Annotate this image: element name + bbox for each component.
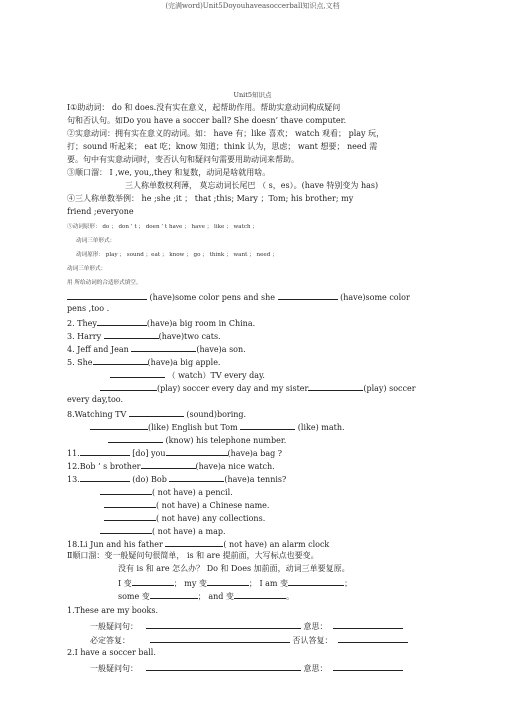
answer-blank[interactable] — [90, 421, 148, 430]
answer-blank[interactable] — [308, 382, 363, 391]
question-1-line: 必定答复： 否认答复： — [90, 634, 408, 646]
exercise-2: 2. They (have)a big room in China. — [67, 319, 256, 328]
conversion-row: I 变 ； my 变 ； I am 变 ； — [118, 579, 353, 588]
note-line: 句和否认句。如Do you have a soccer ball? She doesn’ thave computer. — [67, 116, 347, 125]
exercise-18: 18.Li Jun and his father ( not have) an alarm clock — [67, 540, 330, 549]
answer-blank[interactable] — [240, 421, 295, 430]
answer-blank[interactable] — [288, 577, 344, 586]
answer-blank[interactable] — [104, 499, 156, 508]
question-1: 1.These are my books. — [67, 606, 159, 615]
exercise-9: (like) English but Tom (like) math. — [90, 421, 345, 433]
exercise-4: 4. Jeff and Jean (have)a son. — [67, 345, 246, 354]
exercise-14: ( not have) a pencil. — [100, 486, 233, 498]
answer-blank[interactable] — [80, 447, 130, 456]
note-line: 打；sound 听起来； eat 吃；know 知道；think 认为，思虑； want 想要； need 需 — [67, 142, 378, 151]
exercise-10: (know) his telephone number. — [108, 434, 286, 446]
answer-blank[interactable] — [141, 460, 196, 469]
answer-blank[interactable] — [338, 634, 408, 643]
answer-blank[interactable] — [169, 473, 224, 482]
exercise-13: 13. (do) Bob (have)a tennis? — [67, 475, 287, 484]
question-2-line: 一般疑问句： 意思： — [90, 662, 403, 674]
question-1-line: 一般疑问句： 意思： — [90, 620, 403, 632]
exercise-17: ( not have) a map. — [100, 525, 226, 537]
answer-blank[interactable] — [67, 291, 147, 300]
answer-blank[interactable] — [108, 434, 163, 443]
exercise-6: （ watch）TV every day. — [110, 369, 265, 381]
exercise-11: 11. [do] you (have)a bag ? — [67, 449, 283, 458]
answer-blank[interactable] — [234, 590, 286, 599]
verb-form-row: 动词三单形式： — [76, 238, 116, 244]
note-line: 三人称单数权利薄， 莫忘动词长尾巴 （ s，es）。(have 特别变为 has) — [125, 181, 379, 190]
answer-blank[interactable] — [150, 634, 290, 643]
verb-form-row: 动词三单形式： — [67, 266, 107, 272]
answer-blank[interactable] — [146, 662, 301, 671]
answer-blank[interactable] — [129, 408, 184, 417]
conversion-row: some 变 ； and 变 。 — [118, 592, 294, 601]
answer-blank[interactable] — [166, 447, 228, 456]
exercise-8: 8.Watching TV (sound)boring. — [67, 410, 247, 419]
exercise-15: ( not have) a Chinese name. — [104, 499, 269, 511]
exercise-7: (play) soccer every day and my sister (play) soccer — [100, 382, 416, 394]
note-line: Ⅰ①助动词： do 和 does.没有实在意义，起帮助作用。帮助实意动词构成疑问 — [67, 103, 341, 112]
answer-blank[interactable] — [146, 620, 301, 629]
exercise-7-cont: every day,too. — [67, 395, 124, 404]
answer-blank[interactable] — [100, 382, 157, 391]
answer-blank[interactable] — [333, 620, 403, 629]
question-2: 2.I have a soccer ball. — [67, 648, 156, 657]
part-2-rule: 没有 is 和 are 怎么办？ Do 和 Does 加前面，动词三单要复原。 — [118, 564, 350, 573]
note-line: ④三人称单数举例： he ;she ;it ； that ;this; Mary ；Tom; his brother; my — [67, 194, 354, 203]
answer-blank[interactable] — [207, 577, 249, 586]
answer-blank[interactable] — [110, 369, 165, 378]
document-title: Unit5知识点 — [233, 91, 272, 99]
instruction: 用 所给动词的合适形式填空。 — [67, 280, 142, 286]
answer-blank[interactable] — [333, 662, 403, 671]
exercise-3: 3. Harry (have)two cats. — [67, 332, 221, 341]
exercise-5: 5. She (have)a big apple. — [67, 358, 221, 367]
answer-blank[interactable] — [132, 577, 174, 586]
verb-form-row: ⑤动词原形： do ； don ’ t ； doen ’ t have ； have ； like ； watch ； — [67, 224, 258, 230]
note-line: ③顺口溜： I ,we, you,,they 和复数，动词是啥就用啥。 — [67, 168, 271, 177]
answer-blank[interactable] — [93, 356, 148, 365]
answer-blank[interactable] — [165, 538, 223, 547]
exercise-16: ( not have) any collections. — [104, 512, 265, 524]
note-line: friend ;everyone — [67, 207, 134, 216]
note-line: ②实意动词：拥有实在意义的动词。如： have 有；like 喜欢； watch 观看； play 玩， — [67, 129, 385, 138]
answer-blank[interactable] — [100, 486, 152, 495]
exercise-1-cont: pens ,too . — [67, 304, 110, 313]
answer-blank[interactable] — [131, 343, 196, 352]
part-2-rule: Ⅱ顺口溜：变一般疑问句很简单， is 和 are 提前面，大写标点也要变。 — [67, 551, 319, 560]
exercise-1: (have)some color pens and she (have)some color — [67, 291, 410, 303]
answer-blank[interactable] — [80, 473, 130, 482]
answer-blank[interactable] — [104, 512, 156, 521]
document-header: (完满word)Unit5Doyouhaveasoccerball知识点,文档 — [165, 2, 340, 10]
exercise-12: 12.Bob ’ s brother (have)a nice watch. — [67, 462, 275, 471]
note-line: 要。句中有实意动词时，变否认句和疑问句需要用助动词来帮助。 — [67, 155, 299, 164]
answer-blank[interactable] — [97, 317, 147, 326]
answer-blank[interactable] — [150, 590, 198, 599]
answer-blank[interactable] — [278, 291, 338, 300]
answer-blank[interactable] — [100, 525, 152, 534]
verb-form-row: 动词原形： play ； sound ；eat ； know ； go ； think ； want ； need ； — [76, 252, 278, 258]
answer-blank[interactable] — [104, 330, 159, 339]
